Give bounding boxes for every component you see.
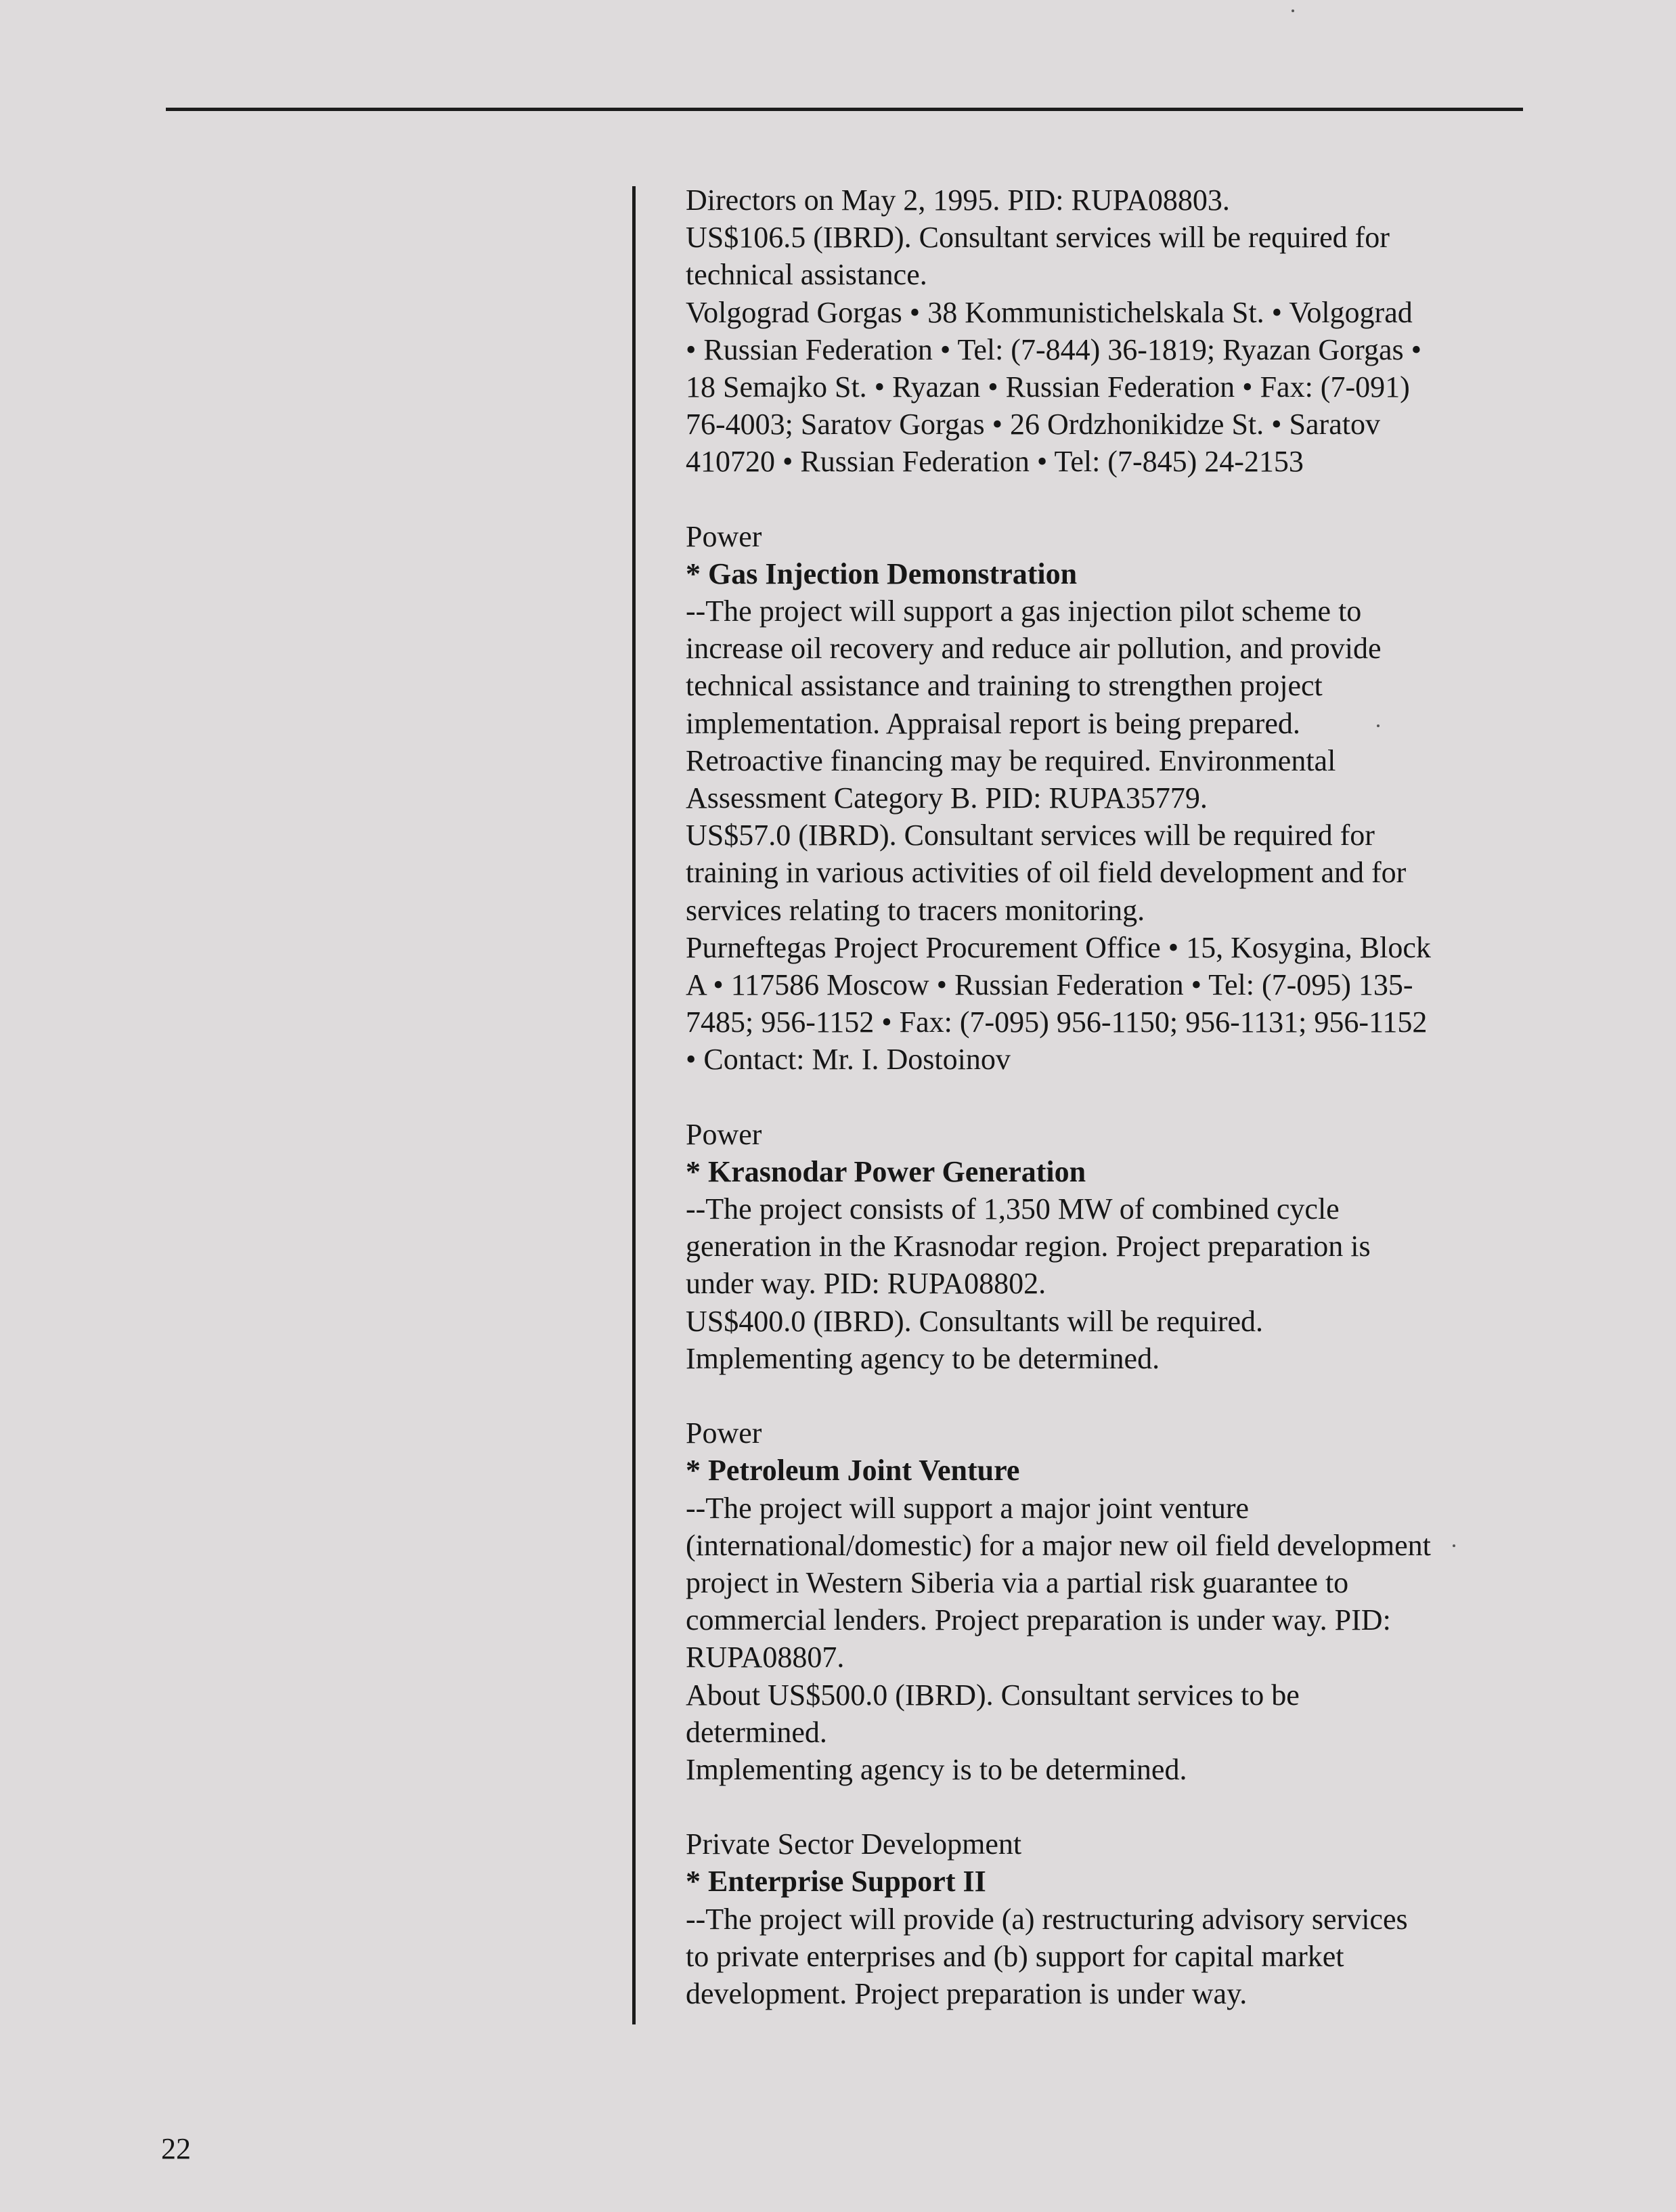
project-entry-petroleum: [686, 1414, 1525, 1788]
project-line: (international/domestic) for a major new oil field development: [686, 1528, 1431, 1562]
project-line: --The project will provide (a) restructuring advisory services: [686, 1902, 1408, 1936]
project-line: training in various activities of oil field development and for: [686, 856, 1407, 890]
column-vertical-rule: [632, 186, 636, 2024]
dust-speck: [1377, 724, 1380, 727]
project-line: Purneftegas Project Procurement Office • 15, Kosygina, Block: [686, 930, 1431, 964]
project-line: About US$500.0 (IBRD). Consultant services to be: [686, 1678, 1300, 1712]
project-line: --The project will support a major joint venture: [686, 1491, 1250, 1525]
project-line: generation in the Krasnodar region. Project preparation is: [686, 1230, 1371, 1263]
project-line: services relating to tracers monitoring.: [686, 893, 1145, 927]
project-title: * Gas Injection Demonstration: [686, 557, 1078, 590]
project-category: Power: [686, 1416, 762, 1450]
project-line: --The project consists of 1,350 MW of combined cycle: [686, 1192, 1340, 1226]
project-line: Assessment Category B. PID: RUPA35779.: [686, 781, 1208, 815]
intro-line: 410720 • Russian Federation • Tel: (7-845) 24-2153: [686, 445, 1304, 479]
project-line: 7485; 956-1152 • Fax: (7-095) 956-1150; 956-1131; 956-1152: [686, 1005, 1428, 1039]
project-line: commercial lenders. Project preparation is under way. PID:: [686, 1603, 1391, 1637]
project-line: Implementing agency is to be determined.: [686, 1752, 1187, 1786]
project-entry-gas-injection: [686, 518, 1525, 1079]
intro-line: 18 Semajko St. • Ryazan • Russian Federation • Fax: (7-091): [686, 370, 1410, 404]
project-category: Private Sector Development: [686, 1827, 1022, 1861]
intro-line: Volgograd Gorgas • 38 Kommunistichelskala St. • Volgograd: [686, 295, 1413, 329]
project-entry-krasnodar: [686, 1116, 1525, 1377]
project-line: --The project will support a gas injection pilot scheme to: [686, 594, 1362, 628]
intro-line: Directors on May 2, 1995. PID: RUPA08803.: [686, 183, 1230, 217]
project-line: implementation. Appraisal report is being prepared.: [686, 706, 1300, 740]
text-column: [686, 181, 1525, 2012]
page-number: 22: [161, 2132, 191, 2165]
project-line: US$400.0 (IBRD). Consultants will be required.: [686, 1304, 1264, 1338]
project-line: • Contact: Mr. I. Dostoinov: [686, 1043, 1011, 1077]
project-line: US$57.0 (IBRD). Consultant services will be required for: [686, 819, 1375, 852]
project-line: increase oil recovery and reduce air pollution, and provide: [686, 632, 1382, 666]
project-category: Power: [686, 1117, 762, 1151]
intro-line: • Russian Federation • Tel: (7-844) 36-1819; Ryazan Gorgas •: [686, 332, 1422, 366]
dust-speck: [1453, 1544, 1455, 1547]
dust-speck: [1292, 9, 1294, 12]
intro-line: 76-4003; Saratov Gorgas • 26 Ordzhonikidze St. • Saratov: [686, 408, 1380, 441]
project-line: Retroactive financing may be required. Environmental: [686, 743, 1336, 777]
project-title: * Enterprise Support II: [686, 1865, 986, 1899]
intro-block: [686, 181, 1525, 481]
project-line: under way. PID: RUPA08802.: [686, 1267, 1046, 1301]
project-line: Implementing agency to be determined.: [686, 1341, 1160, 1375]
project-line: determined.: [686, 1715, 827, 1749]
top-horizontal-rule: [166, 108, 1523, 111]
project-title: * Petroleum Joint Venture: [686, 1454, 1020, 1488]
project-category: Power: [686, 519, 762, 553]
project-entry-enterprise-support: [686, 1825, 1525, 2012]
intro-line: technical assistance.: [686, 258, 927, 292]
project-line: project in Western Siberia via a partial risk guarantee to: [686, 1565, 1349, 1599]
project-line: RUPA08807.: [686, 1641, 845, 1674]
project-line: technical assistance and training to strengthen project: [686, 669, 1323, 703]
project-line: to private enterprises and (b) support for capital market: [686, 1939, 1344, 1973]
project-line: development. Project preparation is under way.: [686, 1976, 1248, 2010]
project-line: A • 117586 Moscow • Russian Federation • Tel: (7-095) 135-: [686, 968, 1413, 1002]
intro-line: US$106.5 (IBRD). Consultant services will be required for: [686, 221, 1390, 255]
project-title: * Krasnodar Power Generation: [686, 1154, 1086, 1188]
